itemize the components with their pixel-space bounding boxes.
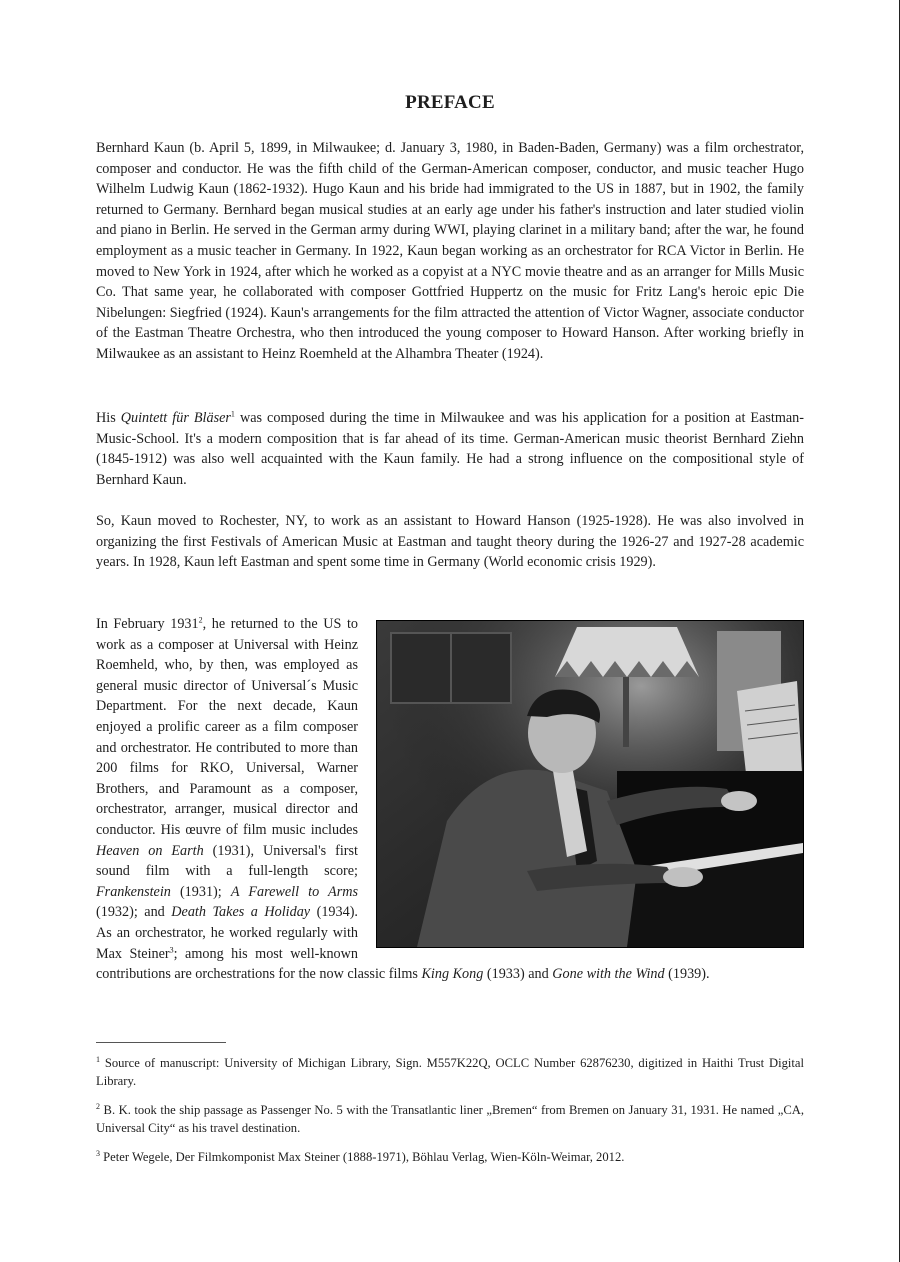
footnote-1: $^1$ Source of manuscript: University of Michigan Library, Sign. M557K22Q, OCLC Number 62876230, digitized in Haithi Trust Digital Library.: [96, 1054, 804, 1088]
composer-at-piano-photo: [376, 620, 804, 948]
footnote-divider: [96, 1042, 226, 1043]
film-title: Heaven on Earth: [96, 842, 204, 859]
footnote-ref-1[interactable]: 1: [230, 409, 235, 419]
film-title: Gone with the Wind: [552, 966, 665, 983]
footnote-ref-3[interactable]: 3: [169, 944, 174, 954]
film-title: Frankenstein: [96, 883, 171, 900]
paragraph-universal: In February 1931$^2$, he returned to the US to work as a composer at Universal with Heinz Roemheld, who, by then, was employed as general music director of Universal´s Music Department. For the next decade, Kaun enjoyed a prolific career as a film composer and orchestrator. He contributed to more than 200 films for RKO, Universal, Warner Brothers, and Paramount as a composer, orchestrator, arranger, musical director and conductor. His œuvre of film music includes Heaven on Earth (1931), Universal's first sound film with a full-length score; Frankenstein (1931); A Farewell to Arms (1932); and Death Takes a Holiday (1934). As an orchestrator, he worked regularly with Max Steiner$^3$; among his most well-known contributions are orchestrations for the now classic films King Kong (1933) and Gone with the Wind (1939).: [96, 614, 804, 985]
film-title: A Farewell to Arms: [230, 883, 358, 900]
film-title: Death Takes a Holiday: [171, 904, 311, 921]
footnote-3: $^3$ Peter Wegele, Der Filmkomponist Max Steiner (1888-1971), Böhlau Verlag, Wien-Köln-Weimar, 2012.: [96, 1148, 625, 1164]
photo-frame: [376, 620, 804, 950]
paragraph-biography: Bernhard Kaun (b. April 5, 1899, in Milwaukee; d. January 3, 1980, in Baden-Baden, Germany) was a film orchestrator, composer and conductor. He was the fifth child of the German-American composer, conductor, and music teacher Hugo Wilhelm Ludwig Kaun (1862-1932). Hugo Kaun and his bride had immigrated to the US in 1887, but in 1902, the family returned to Germany. Bernhard began musical studies at an early age under his father's instruction and later studied violin and piano in Berlin. He served in the German army during WWI, playing clarinet in a military band; after the war, he found employment as a music teacher in Germany. In 1922, Kaun began working as an orchestrator for RCA Victor in Berlin. He moved to New York in 1924, after which he worked as a copyist at a NYC movie theatre and as an arranger for Mills Music Co. That same year, he collaborated with composer Gottfried Huppertz on the music for Fritz Lang's heroic epic Die Nibelungen: Siegfried (1924). Kaun's arrangements for the film attracted the attention of Victor Wagner, associate conductor of the Eastman Theatre Orchestra, who then introduced the young composer to Howard Hanson. After working briefly in Milwaukee as an assistant to Heinz Roemheld at the Alhambra Theater (1924).: [96, 140, 804, 362]
page-title: PREFACE: [405, 92, 495, 113]
photo-illustration: [377, 621, 803, 947]
footnote-2: $^2$ B. K. took the ship passage as Passenger No. 5 with the Transatlantic liner „Bremen“ from Bremen on January 31, 1931. He named „CA, Universal City“ as his travel destination.: [96, 1101, 804, 1135]
paragraph-rochester: So, Kaun moved to Rochester, NY, to work as an assistant to Howard Hanson (1925-1928). He was also involved in organizing the first Festivals of American Music at Eastman and taught theory during the 1926-27 and 1927-28 academic years. In 1928, Kaun left Eastman and spent some time in Germany (World economic crisis 1929).: [96, 513, 804, 571]
work-title: Quintett für Bläser: [120, 410, 231, 426]
film-title: King Kong: [421, 966, 484, 983]
paragraph-quintett: His Quintett für Bläser$^1$ was composed during the time in Milwaukee and was his application for a position at Eastman-Music-School. It's a modern composition that is far ahead of its time. German-American music theorist Bernhard Ziehn (1845-1912) was also well acquainted with the Kaun family. He had a strong influence on the compositional style of Bernhard Kaun.: [96, 409, 804, 488]
footnote-ref-2[interactable]: 2: [198, 615, 203, 625]
